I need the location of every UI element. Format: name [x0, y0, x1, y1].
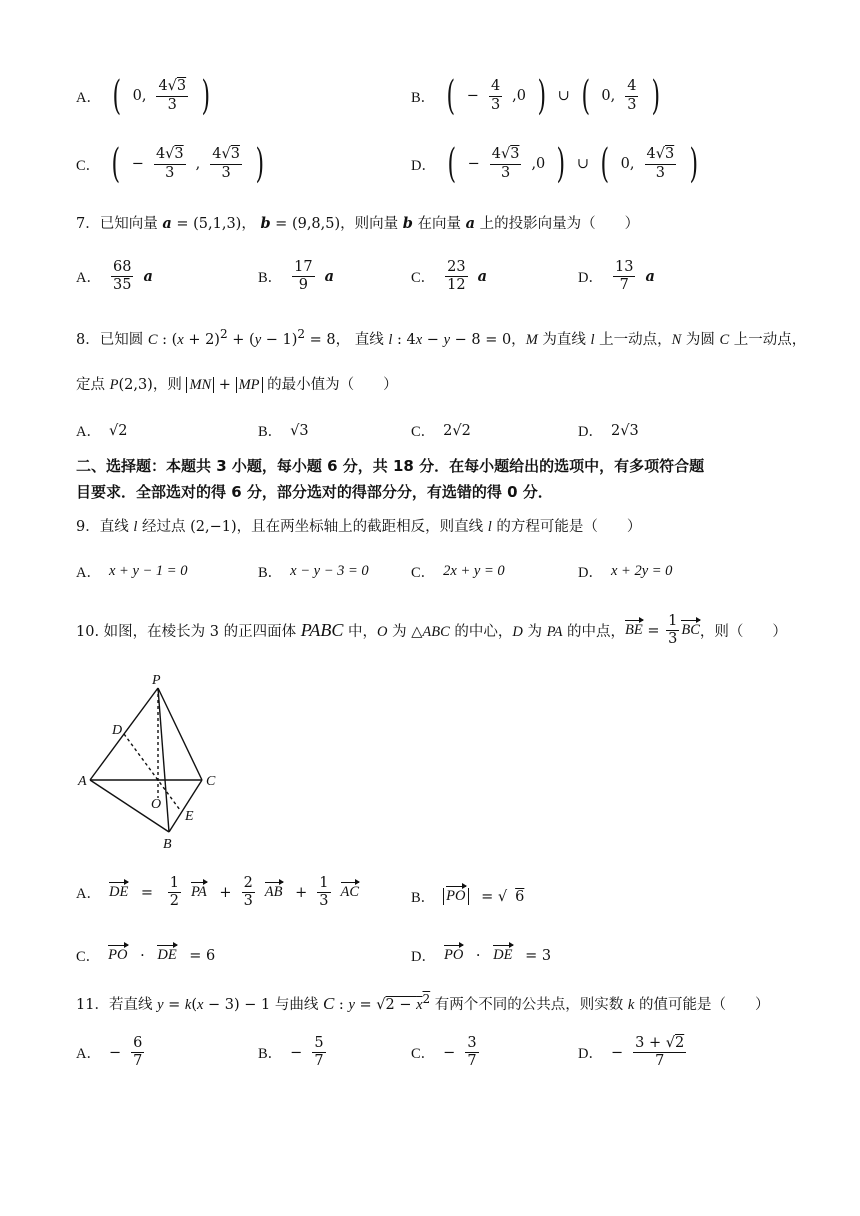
q10-option-c[interactable]: C． PO · DE = 6	[76, 947, 216, 965]
q9-option-d[interactable]	[578, 561, 672, 582]
q9-option-c[interactable]	[411, 561, 505, 582]
q6-option-a[interactable]: A． ( 0, $\frac{4√3}{3}$ )	[76, 73, 211, 119]
option-value: x + y − 1 = 0	[108, 563, 188, 579]
question-8-line-2: 定点 P(2,3)，则 MN + MP 的最小值为（ ）	[76, 377, 398, 393]
label-p: P	[152, 673, 161, 688]
option-label: D．	[578, 424, 603, 440]
option-label: B．	[258, 1046, 283, 1063]
q8-option-b[interactable]	[258, 420, 309, 441]
option-label: A．	[76, 1046, 101, 1063]
option-label: D．	[578, 565, 603, 581]
option-label: D．	[411, 157, 436, 174]
option-label: B．	[258, 270, 283, 287]
option-label: A．	[76, 270, 101, 287]
option-label: D．	[411, 949, 436, 965]
option-label: C．	[76, 949, 101, 965]
option-value: 2√3	[610, 422, 639, 439]
q10-option-a[interactable]: A． DE = $\frac{1}{2}$ PA + $\frac{2}{3}$ AB + $\frac{1}{3}$ AC	[76, 875, 360, 910]
label-o: O	[151, 797, 162, 812]
option-label: B．	[258, 565, 283, 581]
option-value: √2	[108, 422, 128, 439]
question-11-stem: 11．若直线 y = k(x − 3) − 1 与曲线 C : $y = √2 - x^2$ 有两个不同的公共点，则实数 k 的值可能是（ ）	[76, 992, 770, 1013]
label-a: A	[78, 774, 87, 789]
option-value: √3	[290, 422, 309, 439]
q9-option-a[interactable]	[76, 561, 187, 582]
option-label: C．	[411, 270, 436, 287]
q7-option-a[interactable]: A． $\frac{68}{35}$ a	[76, 259, 153, 294]
label-e: E	[185, 809, 194, 824]
question-8-line-1: 8．已知圆 C : $(x + 2)^2 + (y - 1)^2 = 8$， 直线 l : 4x − y − 8 = 0，M 为直线 l 上一动点，N 为圆 C 上一动点，	[76, 327, 807, 348]
q11-option-a[interactable]: A． − $\frac{6}{7}$	[76, 1035, 143, 1070]
label-b: B	[163, 837, 172, 852]
q7-option-c[interactable]: C． $\frac{23}{12}$ a	[411, 259, 488, 294]
q8-option-d[interactable]	[578, 420, 639, 441]
section-2-heading-line-2: 目要求．全部选对的得 6 分，部分选对的得部分分，有选错的得 0 分．	[76, 483, 553, 501]
option-value: x + 2y = 0	[610, 563, 673, 579]
option-label: B．	[258, 424, 283, 440]
option-label: A．	[76, 89, 101, 106]
option-label: D．	[578, 1046, 603, 1063]
q10-option-b[interactable]: B． PO = √ 6	[411, 888, 525, 906]
option-label: B．	[411, 890, 436, 906]
option-label: C．	[411, 1046, 436, 1063]
option-value: 2√2	[443, 422, 471, 439]
q8-option-a[interactable]	[76, 420, 127, 441]
q6-option-d[interactable]: D． ( − $\frac{4√3}{3}$ ,0 ) ∪ ( 0, $\frac{4√3}{3}$ )	[411, 141, 699, 187]
option-value: 2x + y = 0	[443, 563, 505, 579]
option-label: C．	[411, 424, 436, 440]
option-label: B．	[411, 89, 436, 106]
q11-option-d[interactable]: D． − $\frac{3 + √2}{7}$	[578, 1035, 685, 1070]
option-label: C．	[411, 565, 436, 581]
section-2-heading-line-1: 二、选择题：本题共 3 小题，每小题 6 分，共 18 分．在每小题给出的选项中，有多项符合题	[76, 457, 705, 475]
q10-option-d[interactable]: D． PO · DE = 3	[411, 947, 552, 965]
option-label: A．	[76, 565, 101, 581]
q8-option-c[interactable]	[411, 420, 471, 441]
option-label: A．	[76, 886, 101, 903]
question-7-stem: 7．已知向量 a = (5,1,3)， b = (9,8,5)，则向量 b 在向量 a 上的投影向量为（ ）	[76, 215, 640, 232]
edge-cb	[169, 780, 202, 832]
q9-option-b[interactable]	[258, 561, 369, 582]
option-value: x − y − 3 = 0	[290, 563, 369, 579]
q11-option-b[interactable]: B． − $\frac{5}{7}$	[258, 1035, 324, 1070]
q11-option-c[interactable]: C． − $\frac{3}{7}$	[411, 1035, 477, 1070]
option-label: D．	[578, 270, 603, 287]
option-label: A．	[76, 424, 101, 440]
q6-option-b[interactable]: B． ( − $\frac{4}{3}$ ,0 ) ∪ ( 0, $\frac{4}{3}$ )	[411, 73, 661, 119]
q6-option-c[interactable]: C． ( − $\frac{4√3}{3}$ , $\frac{4√3}{3}$ )	[76, 141, 265, 187]
q7-option-d[interactable]: D． $\frac{13}{7}$ a	[578, 259, 655, 294]
question-9-stem: 9．直线 l 经过点 (2,−1)，且在两坐标轴上的截距相反，则直线 l 的方程可能是（ ）	[76, 519, 642, 535]
tetrahedron-figure	[74, 670, 234, 860]
q7-option-b[interactable]: B． $\frac{17}{9}$ a	[258, 259, 335, 294]
question-10-stem: 10. 如图，在棱长为 3 的正四面体 PABC 中，O 为 △ABC 的中心，D 为 PA 的中点， BE = $\frac{1}{3}$ BC ，则（ ）	[76, 613, 787, 648]
option-label: C．	[76, 157, 101, 174]
label-d: D	[112, 723, 123, 738]
label-c: C	[206, 774, 216, 789]
